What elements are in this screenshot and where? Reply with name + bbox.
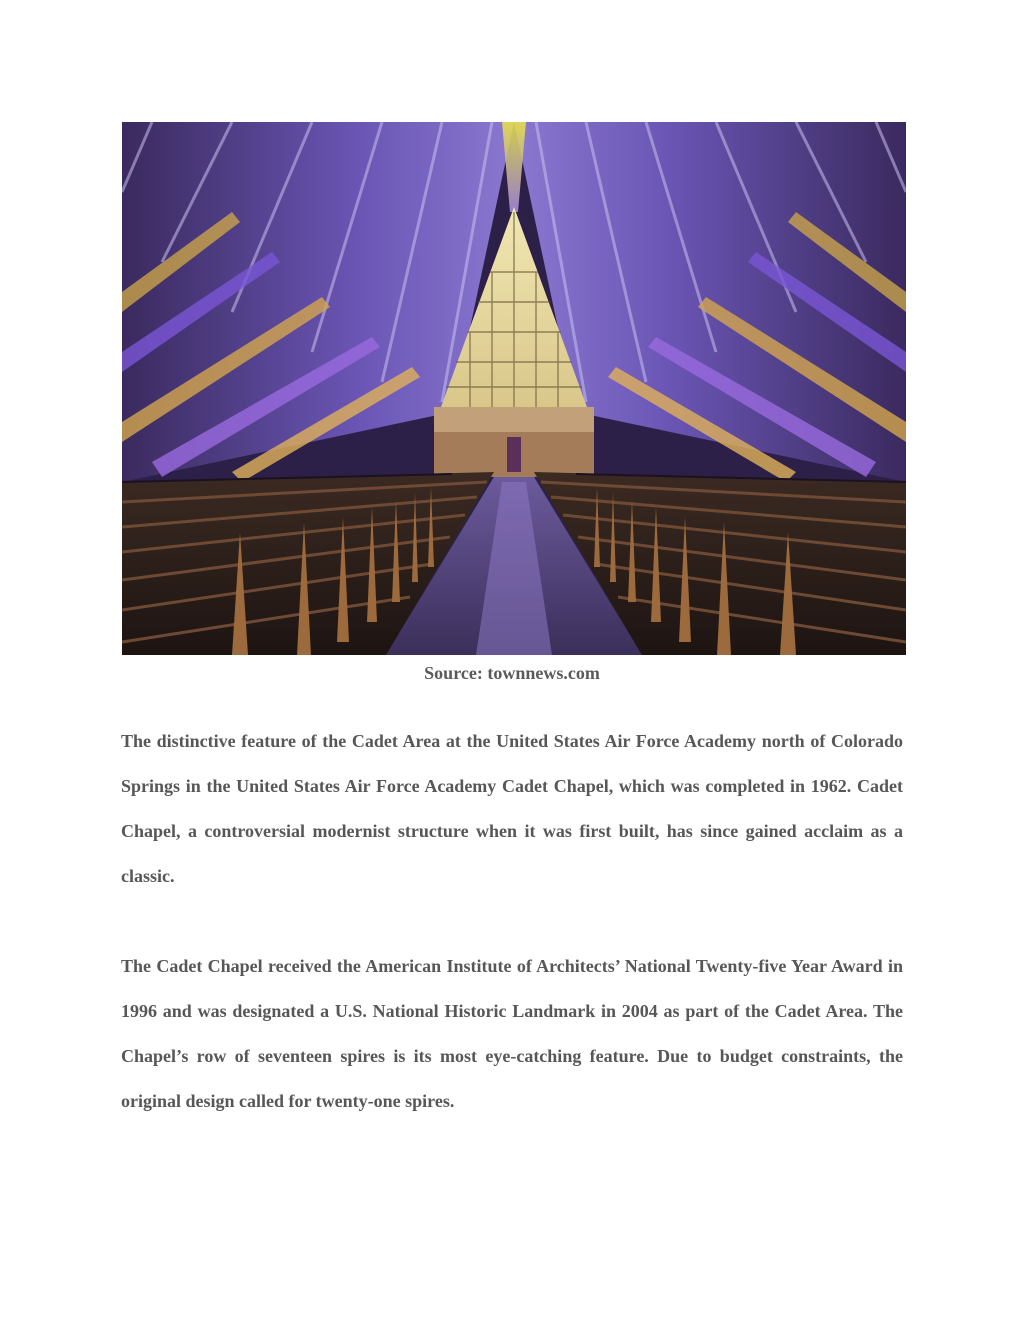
- chapel-interior-photo: [122, 122, 906, 655]
- body-paragraph: The Cadet Chapel received the American Institute of Architects’ National Twenty-five Year Award in 1996 and was designated a U.S. National Historic Landmark in 2004 as part of the Cadet Area. The Chapel’s row of seventeen spires is its most eye-catching feature. Due to budget constraints, the original design called for twenty-one spires.: [121, 956, 903, 1111]
- photo-caption: Source: townnews.com: [424, 663, 600, 683]
- body-paragraph: The distinctive feature of the Cadet Area at the United States Air Force Academy north of Colorado Springs in the United States Air Force Academy Cadet Chapel, which was completed in 1962. Cadet Chapel, a controversial modernist structure when it was first built, has since gained acclaim as a classic.: [121, 731, 903, 886]
